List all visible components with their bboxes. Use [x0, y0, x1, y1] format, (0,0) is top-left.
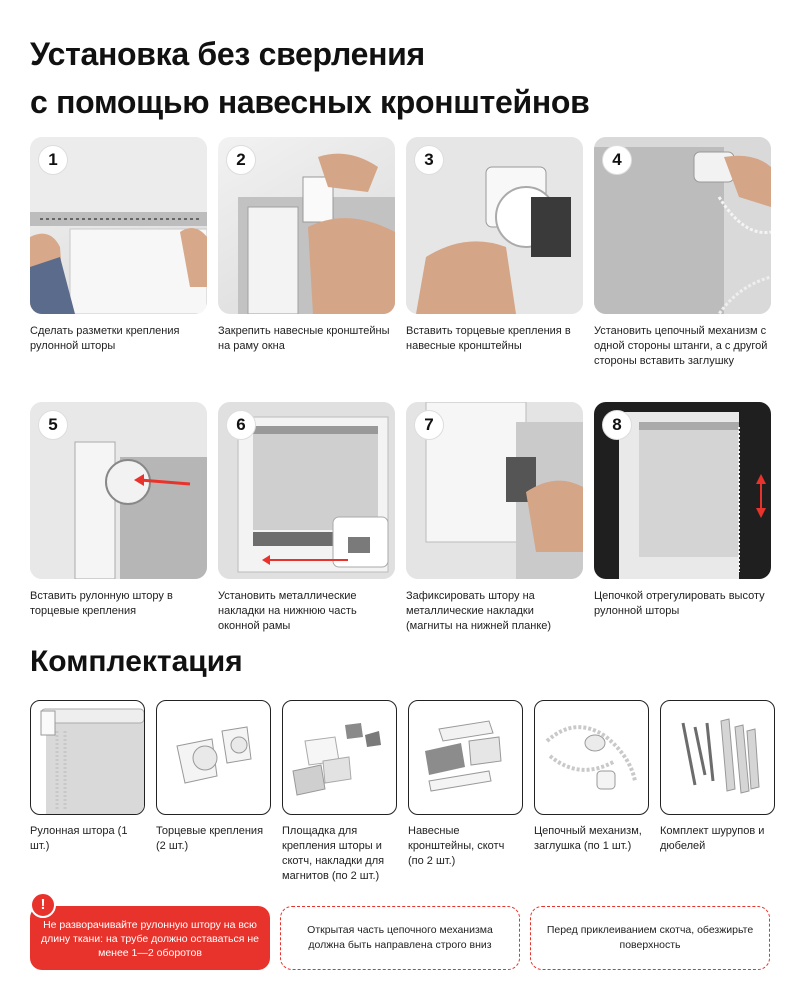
step-6-number: 6: [226, 410, 256, 440]
step-4-text: Установить цепочный механизм с одной стороны штанги, а с другой стороны вставить заглушку: [594, 325, 768, 367]
step-2-photo: [218, 137, 395, 314]
roller-blind-icon: [31, 701, 144, 814]
step-8-photo: [594, 402, 771, 579]
notes-section: [30, 896, 770, 970]
step-4-photo: [594, 137, 771, 314]
mount-plate-icon: [283, 701, 396, 814]
step-6-photo: [218, 402, 395, 579]
chain-icon: [535, 701, 648, 814]
title-line-1: Установка без сверления: [30, 36, 425, 72]
step-4: [594, 137, 771, 402]
step-5-text: Вставить рулонную штору в торцевые крепления: [30, 590, 173, 617]
end-cap-icon: [157, 701, 270, 814]
step-2-number: 2: [226, 145, 256, 175]
kit-item-screws: [660, 700, 775, 884]
kit-item-end-cap-text: Торцевые крепления (2 шт.): [156, 825, 264, 852]
step-1-text: Сделать разметки крепления рулонной шторы: [30, 325, 180, 352]
degrease-note: [530, 906, 770, 970]
step-2: [218, 137, 395, 402]
step-1-number: 1: [38, 145, 68, 175]
kit-item-chain-text: Цепочный механизм, заглушка (по 1 шт.): [534, 825, 642, 852]
step-3-text: Вставить торцевые крепления в навесные кронштейны: [406, 325, 571, 352]
kit-list: [30, 700, 770, 884]
kit-item-end-cap: [156, 700, 271, 884]
kit-item-chain: [534, 700, 649, 884]
steps-row-2: [30, 402, 770, 667]
step-5: [30, 402, 207, 667]
kit-box-chain: [534, 700, 649, 815]
step-6-text: Установить металлические накладки на нижнюю часть оконной рамы: [218, 590, 357, 632]
degrease-note-text: Перед приклеиванием скотча, обезжирьте поверхность: [546, 924, 754, 951]
install-steps: [30, 137, 770, 667]
step-4-number: 4: [602, 145, 632, 175]
step-5-number: 5: [38, 410, 68, 440]
step-5-photo: [30, 402, 207, 579]
kit-item-screws-text: Комплект шурупов и дюбелей: [660, 825, 765, 852]
step-8-number: 8: [602, 410, 632, 440]
hanging-bracket-icon: [409, 701, 522, 814]
step-7-number: 7: [414, 410, 444, 440]
warning-note: [30, 896, 270, 970]
kit-box-end-cap: [156, 700, 271, 815]
kit-box-roller-blind: [30, 700, 145, 815]
steps-row-1: [30, 137, 770, 402]
step-6: [218, 402, 395, 667]
step-7: [406, 402, 583, 667]
step-1-photo: [30, 137, 207, 314]
kit-item-roller-blind: [30, 700, 145, 884]
title-line-2: с помощью навесных кронштейнов: [30, 84, 590, 120]
step-2-text: Закрепить навесные кронштейны на раму окна: [218, 325, 390, 352]
kit-item-hanging-bracket: [408, 700, 523, 884]
step-3-photo: [406, 137, 583, 314]
step-8-text: Цепочкой отрегулировать высоту рулонной шторы: [594, 590, 765, 617]
step-7-photo: [406, 402, 583, 579]
kit-box-hanging-bracket: [408, 700, 523, 815]
step-3: [406, 137, 583, 402]
kit-box-mount-plate: [282, 700, 397, 815]
kit-item-hanging-bracket-text: Навесные кронштейны, скотч (по 2 шт.): [408, 825, 505, 867]
page-title: [30, 30, 770, 126]
step-3-number: 3: [414, 145, 444, 175]
step-8: [594, 402, 771, 667]
kit-item-mount-plate: [282, 700, 397, 884]
kit-box-screws: [660, 700, 775, 815]
chain-direction-note: [280, 906, 520, 970]
step-7-text: Зафиксировать штору на металлические накладки (магниты на нижней планке): [406, 590, 552, 632]
kit-item-mount-plate-text: Площадка для крепления шторы и скотч, накладки для магнитов (по 2 шт.): [282, 825, 385, 882]
screws-icon: [661, 701, 774, 814]
chain-direction-note-text: Открытая часть цепочного механизма должна быть направлена строго вниз: [307, 924, 493, 951]
warning-text: Не разворачивайте рулонную штору на всю длину ткани: на трубе должно оставаться не менее 1—2 оборотов: [40, 919, 260, 959]
warning-icon: !: [30, 892, 56, 918]
kit-title: Комплектация: [30, 645, 243, 678]
step-1: [30, 137, 207, 402]
kit-item-roller-blind-text: Рулонная штора (1 шт.): [30, 825, 128, 852]
